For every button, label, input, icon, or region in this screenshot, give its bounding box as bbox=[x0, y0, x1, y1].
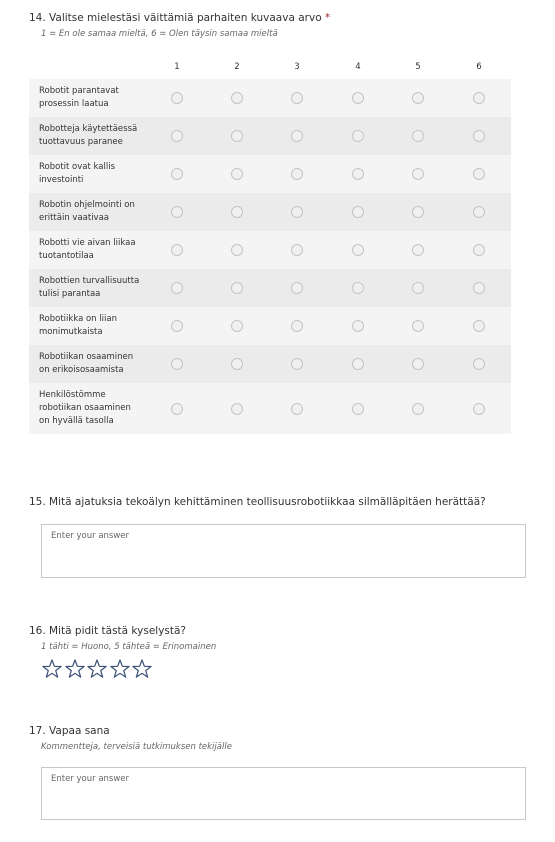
radio-option-5[interactable] bbox=[412, 320, 424, 332]
radio-option-2[interactable] bbox=[231, 168, 243, 180]
radio-option-3[interactable] bbox=[291, 244, 303, 256]
question-14-title bbox=[29, 12, 330, 24]
column-header-1: 1 bbox=[174, 62, 180, 72]
likert-row bbox=[29, 193, 511, 231]
likert-row bbox=[29, 383, 511, 434]
statement-label-line: prosessin laatua bbox=[39, 99, 109, 109]
radio-option-6[interactable] bbox=[473, 130, 485, 142]
radio-option-2[interactable] bbox=[231, 206, 243, 218]
radio-option-4[interactable] bbox=[352, 403, 364, 415]
statement-label-line: on erikoisosaamista bbox=[39, 365, 124, 375]
radio-option-4[interactable] bbox=[352, 168, 364, 180]
statement-label-line: tulisi parantaa bbox=[39, 289, 101, 299]
statement-label-line: tuotantotilaa bbox=[39, 251, 94, 261]
column-header-6: 6 bbox=[476, 62, 482, 72]
likert-row bbox=[29, 117, 511, 155]
statement-label-line: Henkilöstömme bbox=[39, 390, 106, 400]
radio-option-2[interactable] bbox=[231, 358, 243, 370]
statement-label bbox=[39, 161, 151, 187]
column-header-5: 5 bbox=[415, 62, 421, 72]
required-marker: * bbox=[324, 12, 331, 24]
statement-label-line: erittäin vaativaa bbox=[39, 213, 110, 223]
radio-option-1[interactable] bbox=[171, 244, 183, 256]
likert-row bbox=[29, 155, 511, 193]
radio-option-6[interactable] bbox=[473, 282, 485, 294]
likert-row bbox=[29, 307, 511, 345]
statement-label bbox=[39, 199, 151, 225]
question-17-subtitle: Kommentteja, terveisiä tutkimuksen tekijälle bbox=[41, 742, 232, 752]
star-icon[interactable] bbox=[64, 658, 86, 680]
statement-label-line: monimutkaista bbox=[39, 327, 103, 337]
likert-matrix bbox=[29, 59, 511, 434]
question-17-answer-input[interactable] bbox=[41, 767, 526, 820]
statement-label bbox=[39, 85, 151, 111]
statement-label-line: Robotit ovat kallis bbox=[39, 162, 116, 172]
radio-option-5[interactable] bbox=[412, 92, 424, 104]
radio-option-3[interactable] bbox=[291, 168, 303, 180]
question-16-subtitle: 1 tähti = Huono, 5 tähteä = Erinomainen bbox=[41, 642, 217, 652]
radio-option-4[interactable] bbox=[352, 244, 364, 256]
radio-option-5[interactable] bbox=[412, 358, 424, 370]
radio-option-5[interactable] bbox=[412, 403, 424, 415]
star-icon[interactable] bbox=[86, 658, 108, 680]
likert-row bbox=[29, 231, 511, 269]
likert-row bbox=[29, 345, 511, 383]
statement-label-line: Robotiikan osaaminen bbox=[39, 352, 134, 362]
radio-option-1[interactable] bbox=[171, 320, 183, 332]
radio-option-1[interactable] bbox=[171, 403, 183, 415]
radio-option-6[interactable] bbox=[473, 403, 485, 415]
column-header-3: 3 bbox=[294, 62, 300, 72]
likert-column-headers bbox=[29, 59, 511, 79]
star-icon[interactable] bbox=[131, 658, 153, 680]
question-15-placeholder: Enter your answer bbox=[51, 531, 130, 541]
radio-option-3[interactable] bbox=[291, 403, 303, 415]
radio-option-1[interactable] bbox=[171, 282, 183, 294]
question-14-text: 14. Valitse mielestäsi väittämiä parhaiten kuvaava arvo bbox=[29, 12, 322, 24]
question-17-placeholder: Enter your answer bbox=[51, 774, 130, 784]
question-15-title: 15. Mitä ajatuksia tekoälyn kehittäminen teollisuusrobotiikkaa silmälläpitäen herättää? bbox=[29, 496, 486, 508]
statement-label-line: Robotiikka on liian bbox=[39, 314, 117, 324]
radio-option-4[interactable] bbox=[352, 282, 364, 294]
statement-label-line: tuottavuus paranee bbox=[39, 137, 123, 147]
likert-rows bbox=[29, 79, 511, 434]
radio-option-2[interactable] bbox=[231, 282, 243, 294]
radio-option-4[interactable] bbox=[352, 206, 364, 218]
column-header-2: 2 bbox=[234, 62, 240, 72]
statement-label bbox=[39, 389, 151, 428]
radio-option-5[interactable] bbox=[412, 244, 424, 256]
radio-option-1[interactable] bbox=[171, 358, 183, 370]
statement-label-line: robotiikan osaaminen bbox=[39, 403, 131, 413]
radio-option-4[interactable] bbox=[352, 130, 364, 142]
statement-label-line: on hyvällä tasolla bbox=[39, 416, 114, 426]
radio-option-2[interactable] bbox=[231, 320, 243, 332]
radio-option-1[interactable] bbox=[171, 206, 183, 218]
question-16-title: 16. Mitä pidit tästä kyselystä? bbox=[29, 625, 187, 637]
question-15-answer-input[interactable] bbox=[41, 524, 526, 578]
radio-option-3[interactable] bbox=[291, 130, 303, 142]
star-icon[interactable] bbox=[41, 658, 63, 680]
column-header-4: 4 bbox=[355, 62, 361, 72]
radio-option-3[interactable] bbox=[291, 206, 303, 218]
statement-label bbox=[39, 237, 151, 263]
likert-row bbox=[29, 79, 511, 117]
statement-label-line: investointi bbox=[39, 175, 84, 185]
statement-label-line: Robottien turvallisuutta bbox=[39, 276, 140, 286]
radio-option-4[interactable] bbox=[352, 320, 364, 332]
radio-option-6[interactable] bbox=[473, 320, 485, 332]
question-14-subtitle: 1 = En ole samaa mieltä, 6 = Olen täysin samaa mieltä bbox=[41, 29, 278, 39]
statement-label-line: Robotit parantavat bbox=[39, 86, 119, 96]
radio-option-6[interactable] bbox=[473, 168, 485, 180]
radio-option-3[interactable] bbox=[291, 282, 303, 294]
statement-label-line: Robotin ohjelmointi on bbox=[39, 200, 135, 210]
statement-label-line: Robotti vie aivan liikaa bbox=[39, 238, 136, 248]
radio-option-6[interactable] bbox=[473, 206, 485, 218]
likert-row bbox=[29, 269, 511, 307]
radio-option-6[interactable] bbox=[473, 244, 485, 256]
radio-option-2[interactable] bbox=[231, 244, 243, 256]
radio-option-1[interactable] bbox=[171, 92, 183, 104]
radio-option-4[interactable] bbox=[352, 358, 364, 370]
radio-option-5[interactable] bbox=[412, 168, 424, 180]
radio-option-5[interactable] bbox=[412, 130, 424, 142]
radio-option-4[interactable] bbox=[352, 92, 364, 104]
statement-label-line: Robotteja käytettäessä bbox=[39, 124, 138, 134]
statement-label bbox=[39, 123, 151, 149]
radio-option-3[interactable] bbox=[291, 358, 303, 370]
radio-option-5[interactable] bbox=[412, 206, 424, 218]
radio-option-2[interactable] bbox=[231, 130, 243, 142]
radio-option-6[interactable] bbox=[473, 358, 485, 370]
radio-option-3[interactable] bbox=[291, 320, 303, 332]
question-17-title: 17. Vapaa sana bbox=[29, 725, 110, 737]
radio-option-1[interactable] bbox=[171, 130, 183, 142]
star-icon[interactable] bbox=[109, 658, 131, 680]
radio-option-6[interactable] bbox=[473, 92, 485, 104]
radio-option-2[interactable] bbox=[231, 92, 243, 104]
star-rating bbox=[41, 658, 154, 680]
radio-option-1[interactable] bbox=[171, 168, 183, 180]
statement-label bbox=[39, 275, 151, 301]
radio-option-5[interactable] bbox=[412, 282, 424, 294]
statement-label bbox=[39, 351, 151, 377]
statement-label bbox=[39, 313, 151, 339]
radio-option-2[interactable] bbox=[231, 403, 243, 415]
radio-option-3[interactable] bbox=[291, 92, 303, 104]
